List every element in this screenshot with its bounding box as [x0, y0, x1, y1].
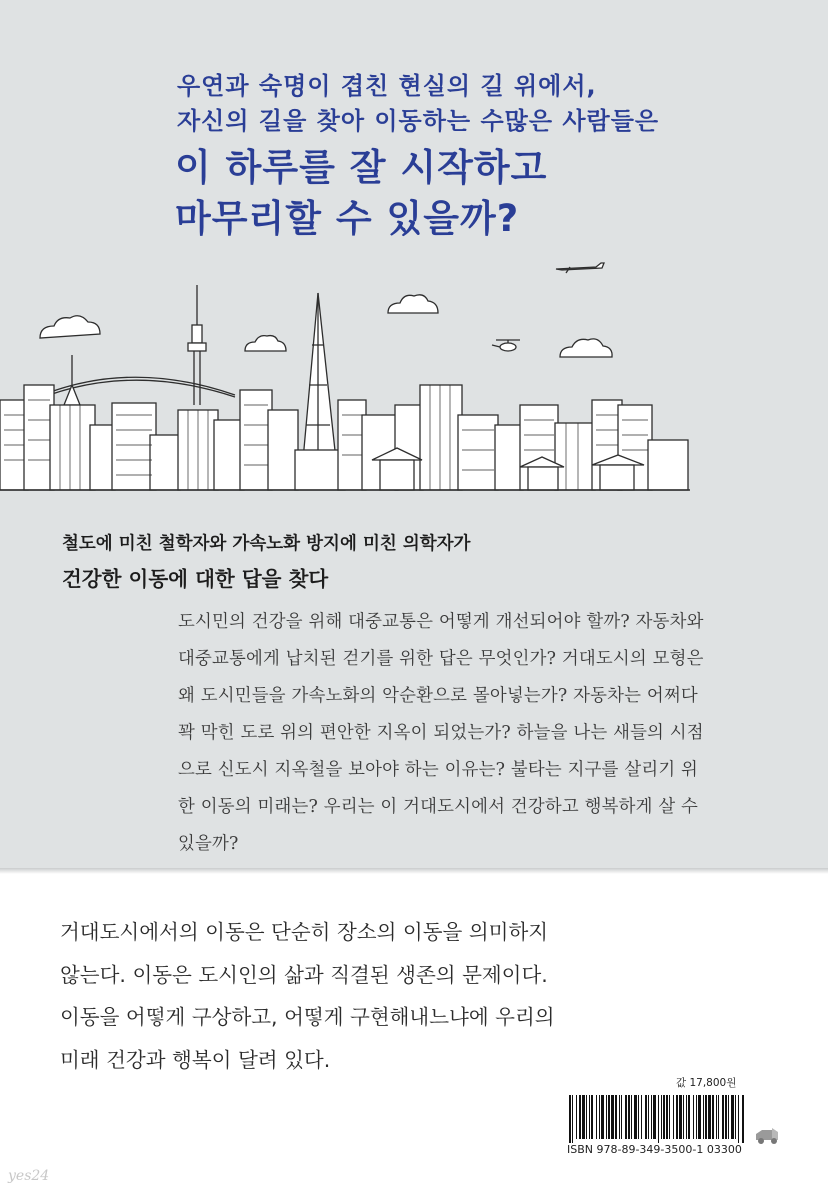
barcode-bar: [615, 1095, 617, 1139]
barcode-bar: [582, 1095, 585, 1139]
headline-line-4: 마무리할 수 있을까?: [175, 197, 520, 240]
description-line: 있을까?: [178, 834, 239, 854]
barcode-bar: [716, 1095, 717, 1139]
barcode-bar: [645, 1095, 647, 1139]
barcode: [567, 1095, 747, 1143]
summary-line: 미래 건강과 행복이 달려 있다.: [60, 1047, 331, 1072]
price-label: 값 17,800원: [676, 1077, 737, 1089]
barcode-bar: [708, 1095, 711, 1139]
barcode-bar: [686, 1095, 687, 1139]
description-line: 대중교통에게 납치된 걷기를 위한 답은 무엇인가? 거대도시의 모형은: [178, 649, 704, 669]
barcode-bar: [651, 1095, 652, 1139]
barcode-bar: [638, 1095, 639, 1139]
barcode-bar: [722, 1095, 724, 1139]
description-line: 한 이동의 미래는? 우리는 이 거대도시에서 건강하고 행복하게 살 수: [178, 797, 699, 817]
barcode-bar: [669, 1095, 670, 1139]
barcode-bar: [663, 1095, 665, 1139]
description-line: 도시민의 건강을 위해 대중교통은 어떻게 개선되어야 할까? 자동차와: [178, 612, 704, 632]
barcode-bar: [606, 1095, 607, 1139]
isbn-number: ISBN 978-89-349-3500-1 03300: [567, 1143, 742, 1156]
description-paragraph: [178, 604, 734, 863]
barcode-bar: [641, 1095, 642, 1139]
barcode-bar: [693, 1095, 694, 1139]
barcode-bar: [625, 1095, 627, 1139]
description-line: 왜 도시민들을 가속노화의 악순환으로 몰아넣는가? 자동차는 어쩌다: [178, 686, 698, 706]
barcode-bar: [631, 1095, 632, 1139]
barcode-bar: [688, 1095, 690, 1139]
headline-line-1: 우연과 숙명이 겹친 현실의 길 위에서,: [177, 72, 597, 100]
truck-icon: [752, 1118, 782, 1148]
barcode-bar: [596, 1095, 597, 1139]
barcode-bar: [601, 1095, 604, 1139]
headline-line-3: 이 하루를 잘 시작하고: [175, 146, 548, 189]
barcode-bar: [738, 1095, 739, 1143]
barcode-bar: [718, 1095, 719, 1139]
barcode-bar: [679, 1095, 682, 1139]
headline-line-2: 자신의 길을 찾아 이동하는 수많은 사람들은: [177, 107, 660, 135]
barcode-bar: [586, 1095, 587, 1139]
description-line: 으로 신도시 지옥철을 보아야 하는 이유는? 불타는 지구를 살리기 위: [178, 760, 699, 780]
summary-paragraph: [60, 911, 620, 1081]
barcode-bar: [696, 1095, 697, 1139]
barcode-bar: [673, 1095, 674, 1139]
barcode-bar: [599, 1095, 600, 1139]
barcode-bar: [703, 1095, 704, 1139]
barcode-bar: [653, 1095, 656, 1139]
barcode-bar: [579, 1095, 581, 1139]
barcode-bar: [608, 1095, 610, 1139]
summary-line: 않는다. 이동은 도시인의 삶과 직결된 생존의 문제이다.: [60, 962, 548, 987]
barcode-bar: [683, 1095, 684, 1139]
subheading-line-2: 건강한 이동에 대한 답을 찾다: [62, 567, 329, 591]
barcode-bar: [705, 1095, 707, 1139]
barcode-bar: [619, 1095, 620, 1139]
barcode-bar: [576, 1095, 577, 1139]
description-line: 꽉 막힌 도로 위의 편안한 지옥이 되었는가? 하늘을 나는 새들의 시점: [178, 723, 704, 743]
barcode-bar: [611, 1095, 614, 1139]
summary-line: 이동을 어떻게 구상하고, 어떻게 구현해내느냐에 우리의: [60, 1005, 555, 1029]
barcode-bar: [572, 1095, 573, 1143]
barcode-bar: [648, 1095, 649, 1139]
subheading-line-1: 철도에 미친 철학자와 가속노화 방지에 미친 의학자가: [62, 534, 471, 554]
barcode-bar: [698, 1095, 701, 1139]
barcode-bar: [731, 1095, 734, 1139]
barcode-bar: [634, 1095, 637, 1139]
panel-divider: [0, 868, 828, 874]
barcode-bar: [676, 1095, 678, 1139]
barcode-bar: [569, 1095, 571, 1143]
barcode-bar: [628, 1095, 630, 1139]
barcode-bar: [661, 1095, 662, 1139]
barcode-bar: [591, 1095, 593, 1139]
barcode-bar: [666, 1095, 668, 1139]
barcode-bar: [735, 1095, 736, 1139]
barcode-bar: [742, 1095, 744, 1143]
barcode-bar: [725, 1095, 727, 1139]
watermark: yes24: [8, 1168, 50, 1184]
barcode-bar: [658, 1095, 659, 1143]
barcode-bar: [621, 1095, 622, 1139]
summary-line: 거대도시에서의 이동은 단순히 장소의 이동을 의미하지: [60, 920, 549, 944]
barcode-bar: [589, 1095, 590, 1139]
skyline-illustration: [0, 255, 700, 495]
barcode-bar: [728, 1095, 729, 1139]
barcode-bar: [712, 1095, 714, 1139]
